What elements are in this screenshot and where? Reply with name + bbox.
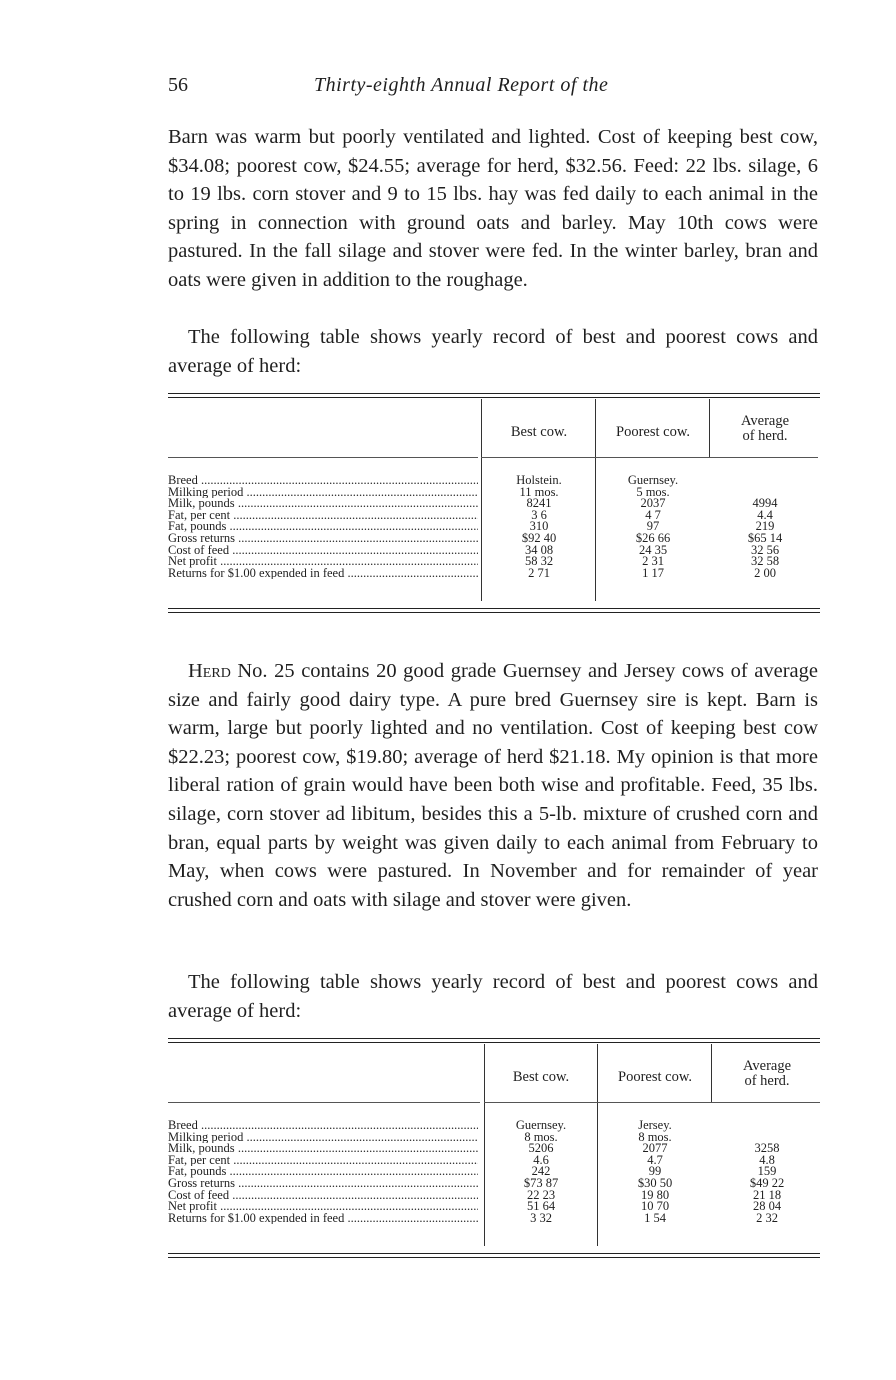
cell-poorest: 5 mos. — [636, 484, 670, 499]
table-top-rule — [168, 393, 820, 398]
cell-best: 8 mos. — [524, 1129, 558, 1144]
table-row — [168, 530, 820, 545]
table-intro-text: The following table shows yearly record of best and poorest cows and average of herd: — [168, 971, 818, 1022]
record-table-2 — [168, 1038, 820, 1268]
cell-average: 4994 — [752, 496, 778, 511]
row-label: Fat, per cent ..... — [168, 1155, 478, 1167]
table-row — [168, 1152, 820, 1167]
herd-25-text: No. 25 contains 20 good grade Guernsey and Jersey cows of average size and fairly good dairy type. A pure bred Guernsey sire is kept. Barn is warm, large but poorly lighted and no ventilation. Cost of keeping best cow $22.23; poorest cow, $19.80; average of herd $21.18. My opinion is that more liberal ration of grain would have been both wise and profitable. Feed, 35 lbs. silage, corn stover ad libitum, besides this a 5-lb. mixture of crushed corn and bran, equal parts by weight was given daily to each animal from February to May, when cows were pastured. In November and for remainder of year crushed corn and oats with silage and stover were given. — [168, 660, 818, 911]
cell-average: 2 00 — [754, 565, 776, 580]
table-row — [168, 475, 820, 487]
table-top-rule — [168, 1038, 820, 1043]
table-row — [168, 565, 820, 580]
page-header — [168, 74, 818, 102]
cell-average: $65 14 — [747, 530, 783, 545]
table-row — [168, 1187, 820, 1202]
cell-best: $73 87 — [523, 1175, 559, 1190]
cell-best: 11 mos. — [519, 484, 559, 499]
table-row — [168, 556, 820, 568]
cell-poorest: 10 70 — [640, 1199, 670, 1214]
table-row — [168, 1175, 820, 1190]
row-label: Returns for $1.00 expended in feed ..... — [168, 1213, 478, 1225]
table-row — [168, 498, 820, 510]
cell-poorest: 99 — [648, 1164, 662, 1179]
header-average-line2: of herd. — [742, 428, 788, 444]
cell-average: $49 22 — [749, 1175, 785, 1190]
header-poorest-cow: Poorest cow. — [616, 424, 690, 440]
cell-best: Guernsey. — [515, 1118, 567, 1132]
cell-best: 2 71 — [528, 565, 550, 580]
cell-average: 3258 — [754, 1141, 780, 1156]
header-rule — [168, 457, 478, 458]
cell-poorest: 24 35 — [638, 542, 668, 557]
paragraph-table-intro-1 — [168, 323, 818, 380]
cell-best: 34 08 — [524, 542, 554, 557]
record-table-1 — [168, 393, 820, 623]
cell-poorest: 1 54 — [644, 1210, 666, 1225]
cell-best: 310 — [529, 519, 549, 534]
table-row — [168, 1210, 820, 1225]
cell-best: 3 6 — [531, 507, 547, 522]
table-row — [168, 507, 820, 522]
table-intro-text: The following table shows yearly record of best and poorest cows and average of herd: — [168, 326, 818, 377]
cell-best: 5206 — [528, 1141, 554, 1156]
page-number: 56 — [168, 74, 188, 96]
cell-poorest: 2037 — [640, 496, 666, 511]
header-rule — [484, 1102, 820, 1103]
cell-best: 3 32 — [530, 1210, 552, 1225]
column-divider — [709, 399, 710, 458]
header-average-line2: of herd. — [744, 1073, 790, 1089]
cell-average: 21 18 — [752, 1187, 782, 1202]
table-row — [168, 484, 820, 499]
cell-poorest: $26 66 — [635, 530, 671, 545]
row-label: Cost of feed ..... — [168, 1190, 478, 1202]
table-body — [168, 1120, 820, 1224]
cell-best: 22 23 — [526, 1187, 556, 1202]
row-label: Fat, pounds ..... — [168, 521, 478, 533]
cell-poorest: Jersey. — [638, 1118, 672, 1132]
cell-average: 32 56 — [750, 542, 780, 557]
cell-best: 8241 — [526, 496, 552, 511]
cell-best: 242 — [531, 1164, 551, 1179]
header-average-line1: Average — [740, 413, 790, 429]
cell-poorest: 8 mos. — [638, 1129, 672, 1144]
cell-average: 28 04 — [752, 1199, 782, 1214]
row-label: Cost of feed ..... — [168, 545, 478, 557]
table-row — [168, 1166, 820, 1178]
cell-average: 4.4 — [757, 507, 773, 522]
row-label: Milking period ..... — [168, 1132, 478, 1144]
row-label: Milking period ..... — [168, 487, 478, 499]
cell-average: 159 — [757, 1164, 777, 1179]
paragraph-table-intro-2 — [168, 968, 818, 1025]
column-divider — [711, 1044, 712, 1103]
paragraph-herd-25 — [168, 657, 818, 914]
cell-poorest: 97 — [646, 519, 660, 534]
row-label: Breed ..... — [168, 1120, 478, 1132]
row-label: Fat, per cent ..... — [168, 510, 478, 522]
cell-poorest: 1 17 — [642, 565, 664, 580]
cell-poorest: 2077 — [642, 1141, 668, 1156]
row-label: Gross returns ..... — [168, 533, 478, 545]
cell-poorest: Guernsey. — [627, 473, 679, 487]
table-bottom-rule — [168, 608, 820, 613]
table-row — [168, 521, 820, 533]
table-row — [168, 1129, 820, 1144]
header-poorest-cow: Poorest cow. — [618, 1069, 692, 1085]
paragraph-barn-feed: Barn was warm but poorly ventilated and lighted. Cost of keeping best cow, $34.08; poorest cow, $24.55; average for herd, $32.56. Feed: 22 lbs. silage, 6 to 19 lbs. corn stover and 9 to 15 lbs. hay was fed daily to each animal in the spring in connection with ground oats and barley. May 10th cows were pastured. In the fall silage and stover were fed. In the winter barley, bran and oats were given in addition to the roughage. — [168, 126, 818, 291]
table-row — [168, 542, 820, 557]
row-label: Net profit ..... — [168, 1201, 478, 1213]
cell-average: 219 — [755, 519, 775, 534]
cell-poorest: $30 50 — [637, 1175, 673, 1190]
table-bottom-rule — [168, 1253, 820, 1258]
row-label: Breed ..... — [168, 475, 478, 487]
table-body — [168, 475, 820, 579]
cell-best: 4.6 — [533, 1152, 549, 1167]
cell-average: 32 58 — [750, 554, 780, 569]
row-label: Returns for $1.00 expended in feed ..... — [168, 568, 478, 580]
cell-best: 51 64 — [526, 1199, 556, 1214]
cell-best: Holstein. — [516, 473, 562, 487]
header-best-cow: Best cow. — [512, 1069, 570, 1085]
cell-poorest: 2 31 — [642, 554, 664, 569]
running-title: Thirty-eighth Annual Report of the — [314, 74, 609, 96]
header-average-line1: Average — [742, 1058, 792, 1074]
header-best-cow: Best cow. — [510, 424, 568, 440]
row-label: Fat, pounds ..... — [168, 1166, 478, 1178]
header-average-herd — [714, 1059, 820, 1089]
cell-poorest: 19 80 — [640, 1187, 670, 1202]
header-rule — [481, 457, 818, 458]
table-row — [168, 1120, 820, 1132]
table-row — [168, 1143, 820, 1155]
cell-best: $92 40 — [521, 530, 557, 545]
row-label: Milk, pounds ..... — [168, 498, 478, 510]
cell-average: 4.8 — [759, 1152, 775, 1167]
row-label: Gross returns ..... — [168, 1178, 478, 1190]
row-label: Net profit ..... — [168, 556, 478, 568]
row-label: Milk, pounds ..... — [168, 1143, 478, 1155]
header-average-herd — [712, 414, 818, 444]
table-row — [168, 1201, 820, 1213]
cell-poorest: 4.7 — [647, 1152, 663, 1167]
header-rule — [168, 1102, 480, 1103]
cell-best: 58 32 — [524, 554, 554, 569]
cell-average: 2 32 — [756, 1210, 778, 1225]
herd-lead-word: Herd — [188, 660, 231, 682]
cell-poorest: 4 7 — [645, 507, 661, 522]
